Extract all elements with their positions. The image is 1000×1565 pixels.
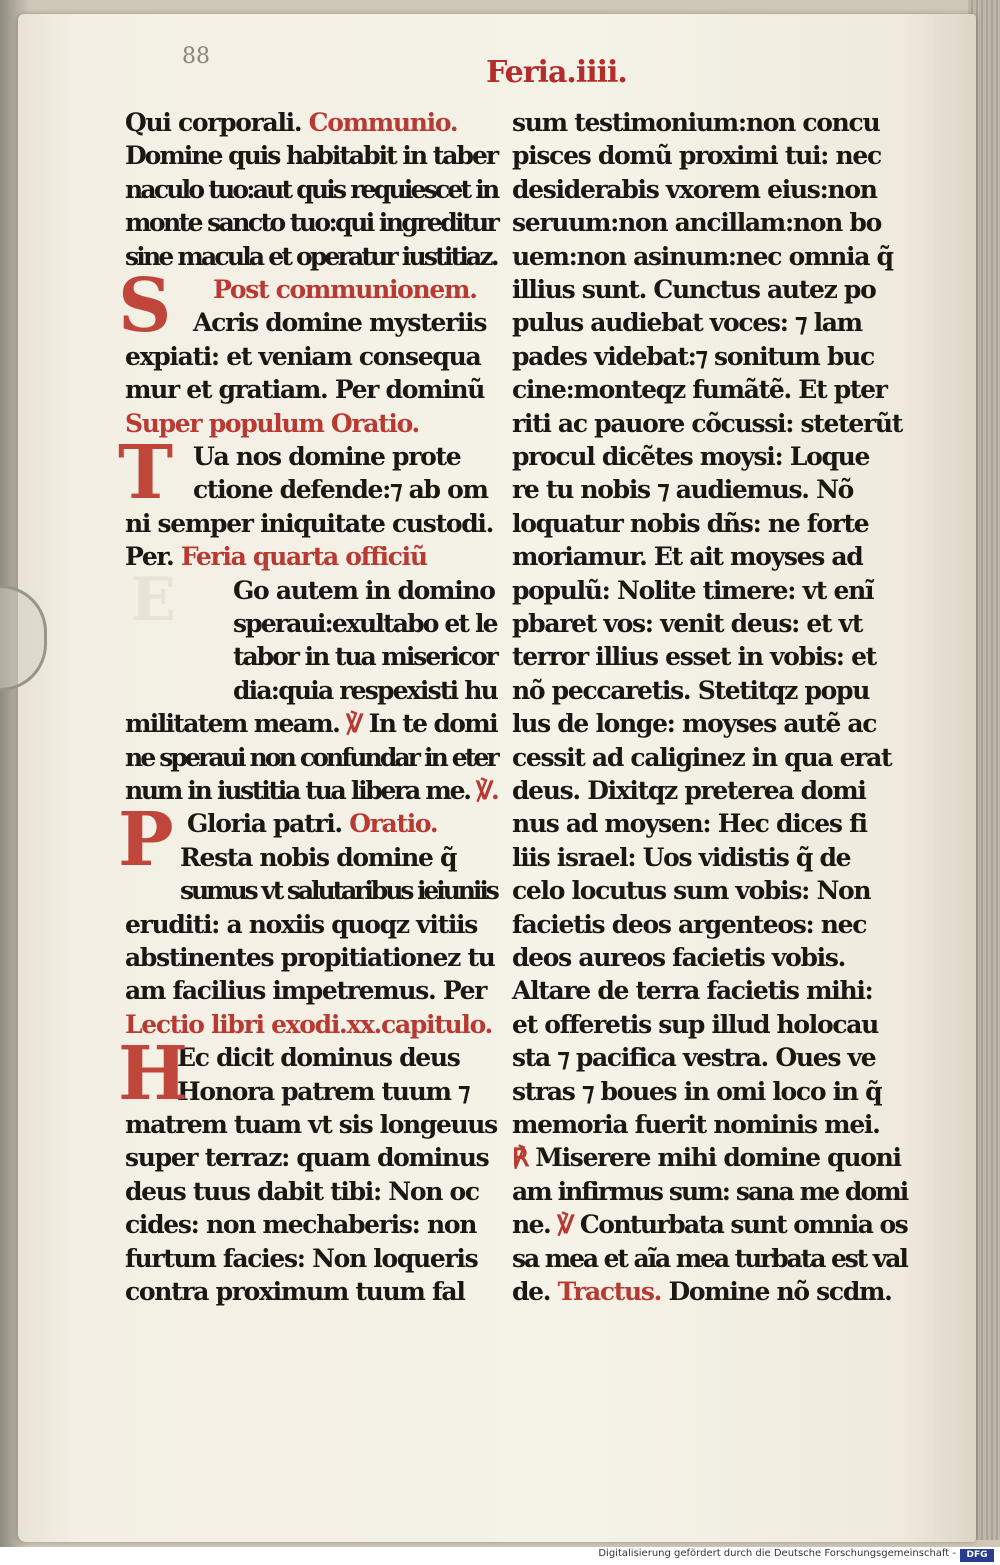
rubric-text: Lectio libri exodi.xx.capitulo.: [125, 1009, 492, 1039]
line-text: ni semper iniquitate custodi.: [125, 508, 493, 538]
line-text: am infirmus sum: sana me domi: [512, 1176, 908, 1206]
text-line: [125, 976, 486, 1005]
text-line: [512, 509, 868, 538]
text-line: [512, 743, 891, 772]
text-line: [177, 1077, 469, 1106]
text-line: [125, 1177, 479, 1206]
line-text: moriamur. Et ait moyses ad: [512, 542, 863, 572]
text-line: [187, 809, 437, 838]
text-line: [512, 609, 862, 638]
text-line: [193, 442, 460, 471]
text-line: [512, 576, 873, 605]
rubric-text: Post communionem.: [213, 275, 477, 304]
line-text: num in iustitia tua libera me.: [125, 776, 477, 805]
line-text: desiderabis vxorem eius:non: [512, 174, 877, 204]
text-line: [125, 375, 484, 404]
text-line: [512, 208, 881, 237]
line-text: Domine quis habitabit in taber: [125, 141, 498, 171]
text-line: [125, 910, 477, 939]
line-text: sta ⁊ pacifica vestra. Oues ve: [512, 1043, 876, 1073]
text-line: [512, 642, 876, 671]
line-text: stras ⁊ boues in omi loco in q̃: [512, 1076, 882, 1106]
text-line: [512, 275, 876, 304]
rubric-text: ℟: [512, 1143, 536, 1173]
text-line: [125, 342, 480, 371]
line-text: pisces domũ proximi tui: nec: [512, 141, 881, 171]
line-text: Gloria patri.: [187, 809, 350, 839]
text-line: [512, 676, 869, 705]
text-line: [125, 709, 497, 738]
line-text: cine:monteqz fumãtẽ. Et pter: [512, 375, 887, 405]
text-line: [125, 1143, 488, 1172]
rubric-text: Communio.: [308, 108, 458, 137]
text-line: [512, 375, 887, 404]
text-line: [125, 175, 497, 204]
line-text: Qui corporali.: [125, 108, 309, 137]
line-text: sine macula et operatur iustitiaz.: [125, 241, 497, 271]
line-text: dia:quia respexisti hu: [233, 675, 497, 705]
text-line: [512, 1244, 907, 1273]
text-line: [125, 509, 493, 538]
text-line: [512, 910, 866, 939]
line-text: sum testimonium:non concu: [512, 108, 880, 137]
rubric-text: ℣: [557, 1210, 580, 1240]
line-text: Ua nos domine prote: [193, 442, 461, 471]
text-line: [233, 676, 497, 705]
line-text: liis israel: Uos vidistis q̃ de: [512, 842, 851, 872]
red-initial-letter: E: [130, 564, 176, 635]
line-text: procul dicẽtes moysi: Loque: [512, 442, 870, 471]
text-line: [193, 308, 486, 337]
text-line: [512, 1210, 907, 1239]
line-text: cides: non mechaberis: non: [125, 1210, 477, 1240]
text-line: [512, 442, 869, 471]
text-line: [512, 1043, 875, 1072]
text-line: [512, 1010, 878, 1039]
line-text: loquatur nobis dñs: ne forte: [512, 508, 869, 538]
text-line: [125, 242, 497, 271]
line-text: naculo tuo:aut quis requiescet in: [125, 174, 498, 204]
line-text: sa mea et aĩa mea turbata est val: [512, 1243, 907, 1273]
text-line: [125, 208, 497, 237]
line-text: memoria fuerit nominis mei.: [512, 1110, 880, 1139]
line-text: In te domi: [368, 709, 497, 739]
red-initial-letter: H: [118, 1031, 188, 1118]
text-line: [512, 409, 902, 438]
line-text: re tu nobis ⁊ audiemus. Nõ: [512, 475, 854, 505]
text-line: [125, 943, 495, 972]
line-text: sumus vt salutaribus ieiuniis: [180, 876, 497, 906]
text-line: [512, 308, 862, 337]
red-initial-letter: T: [118, 430, 174, 516]
text-line: [512, 108, 879, 137]
text-line: [512, 475, 853, 504]
line-text: facietis deos argenteos: nec: [512, 909, 867, 939]
text-line: [125, 743, 497, 772]
text-line: [512, 175, 877, 204]
line-text: Altare de terra facietis mihi:: [512, 976, 873, 1006]
text-line: [512, 1143, 901, 1172]
line-text: Honora patrem tuum ⁊: [177, 1076, 470, 1106]
text-line: [512, 542, 862, 571]
rubric-text: ℣.: [476, 776, 498, 805]
line-text: mur et gratiam. Per dominũ: [125, 375, 485, 405]
line-text: tabor in tua misericor: [233, 642, 497, 672]
text-line: [125, 141, 497, 170]
dfg-logo: DFG: [960, 1549, 994, 1562]
text-line: [233, 642, 497, 671]
red-initial-letter: P: [118, 797, 174, 884]
digitization-credit: Digitalisierung gefördert durch die Deutsche Forschungsgemeinschaft -: [598, 1548, 956, 1559]
text-line: [233, 609, 497, 638]
folio-number: 88: [182, 44, 210, 69]
line-text: contra proximum tuum fal: [125, 1277, 465, 1306]
line-text: expiati: et veniam consequa: [125, 341, 481, 371]
line-text: seruum:non ancillam:non bo: [512, 208, 881, 238]
line-text: et offeretis sup illud holocau: [512, 1009, 879, 1039]
rubric-text: Super populum Oratio.: [125, 408, 419, 438]
line-text: pades videbat:⁊ sonitum buc: [512, 341, 874, 371]
rubric-text: Tractus.: [557, 1277, 662, 1306]
text-line: [512, 1277, 892, 1306]
line-text: uem:non asinum:nec omnia q̃: [512, 241, 893, 271]
line-text: riti ac pauore cõcussi: steterũt: [512, 408, 903, 438]
red-initial-letter: S: [118, 263, 172, 349]
text-line: [180, 843, 456, 872]
line-text: Conturbata sunt omnia os: [579, 1210, 908, 1240]
line-text: monte sancto tuo:qui ingreditur: [125, 208, 498, 238]
line-text: celo locutus sum vobis: Non: [512, 876, 871, 906]
line-text: pbaret vos: venit deus: et vt: [512, 609, 863, 638]
text-line: [512, 843, 850, 872]
line-text: furtum facies: Non loqueris: [125, 1243, 478, 1273]
line-text: de.: [512, 1277, 558, 1306]
line-text: eruditi: a noxiis quoqz vitiis: [125, 909, 477, 939]
rubric-text: ℣: [346, 709, 369, 739]
text-line: [512, 1110, 880, 1139]
line-text: ne speraui non confundar in eter: [125, 742, 497, 772]
line-text: Domine nõ scdm.: [661, 1277, 892, 1306]
line-text: pulus audiebat voces: ⁊ lam: [512, 308, 862, 338]
line-text: nus ad moysen: Hec dices fi: [512, 809, 867, 839]
text-line: [125, 1210, 476, 1239]
text-line: [125, 1244, 477, 1273]
line-text: Resta nobis domine q̃: [180, 842, 457, 872]
line-text: matrem tuam vt sis longeuus: [125, 1110, 497, 1139]
text-line: [512, 1077, 881, 1106]
text-line: [180, 876, 497, 905]
running-head: Feria.iiii.: [486, 55, 627, 90]
line-text: ne.: [512, 1210, 558, 1240]
text-line: [512, 242, 893, 271]
line-text: deus tuus dabit tibi: Non oc: [125, 1176, 479, 1206]
rubric-text: Feria quarta officiũ: [180, 542, 427, 572]
text-line: [125, 108, 457, 137]
line-text: Go autem in domino: [233, 575, 495, 605]
line-text: abstinentes propitiationez tu: [125, 943, 495, 972]
text-line: [512, 709, 876, 738]
text-line: [177, 1043, 460, 1072]
line-text: Ec dicit dominus deus: [177, 1043, 460, 1073]
line-text: speraui:exultabo et le: [233, 609, 497, 638]
line-text: terror illius esset in vobis: et: [512, 642, 876, 672]
text-line: [512, 1177, 907, 1206]
line-text: ctione defende:⁊ ab om: [193, 475, 488, 505]
text-line: [512, 342, 874, 371]
line-text: super terraz: quam dominus: [125, 1143, 489, 1173]
text-line: [125, 776, 497, 805]
line-text: nõ peccaretis. Stetitqz popu: [512, 675, 870, 705]
line-text: illius sunt. Cunctus autez po: [512, 275, 876, 304]
text-line: [512, 776, 866, 805]
line-text: militatem meam.: [125, 709, 347, 739]
line-text: Per.: [125, 542, 181, 572]
line-text: deos aureos facietis vobis.: [512, 943, 846, 972]
text-line: [233, 576, 495, 605]
text-line: [512, 876, 870, 905]
text-line: [512, 976, 872, 1005]
line-text: cessit ad caliginez in qua erat: [512, 742, 892, 772]
line-text: lus de longe: moyses autẽ ac: [512, 709, 877, 739]
line-text: populũ: Nolite timere: vt enĩ: [512, 575, 874, 605]
text-line: [125, 1277, 465, 1306]
text-line: [213, 275, 477, 304]
line-text: Acris domine mysteriis: [193, 308, 487, 338]
text-line: [193, 475, 488, 504]
text-line: [512, 141, 881, 170]
line-text: am facilius impetremus. Per: [125, 976, 487, 1006]
text-line: [512, 943, 845, 972]
line-text: deus. Dixitqz preterea domi: [512, 776, 866, 805]
rubric-text: Oratio.: [349, 809, 438, 839]
line-text: Miserere mihi domine quoni: [535, 1143, 901, 1173]
text-line: [512, 809, 867, 838]
